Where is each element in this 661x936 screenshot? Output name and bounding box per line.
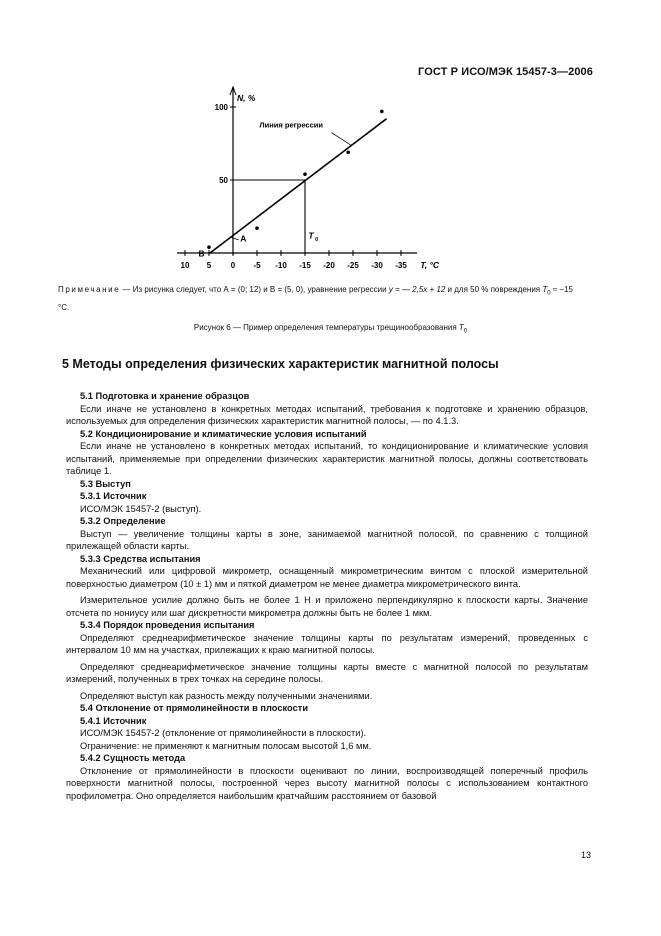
x-tick-label: -25 bbox=[347, 261, 359, 270]
note-prefix: Примечание bbox=[58, 285, 121, 294]
subsection-heading: 5.2 Кондиционирование и климатические условия испытаний bbox=[80, 428, 367, 439]
figure-note bbox=[58, 283, 586, 315]
subsection-heading: 5.3.1 Источник bbox=[80, 491, 147, 501]
note-text-1: — Из рисунка следует, что А = (0; 12) и В = (5, 0), уравнение регрессии bbox=[120, 285, 389, 294]
caption-t0-sub: 0 bbox=[463, 328, 468, 335]
x-tick-label: -15 bbox=[299, 261, 311, 270]
document-header: ГОСТ Р ИСО/МЭК 15457-3—2006 bbox=[418, 66, 593, 78]
note-t0-sub: 0 bbox=[547, 290, 551, 297]
y-tick-label: 100 bbox=[214, 103, 228, 112]
paragraph: Механический или цифровой микрометр, оснащенный микрометрическим винтом с плоской измерительной поверхностью диаметром (10 ± 1) мм и пяткой диаметром не менее диаметра микрометрического винта. bbox=[66, 566, 588, 589]
subsection-heading: 5.1 Подготовка и хранение образцов bbox=[80, 391, 250, 401]
paragraph: Определяют среднеарифметическое значение толщины карты вместе с магнитной полосой по результатам измерений, полученных в трех точках на середине полосы. bbox=[66, 661, 588, 684]
paragraph: Отклонение от прямолинейности в плоскости оценивают по линии, воспроизводящей поперечный профиль поверхности магнитной полосы, построенной через высоту магнитной полосы с использованием контактного профилометра. Оно определяется наибольшим кратчайшим расстоянием от базовой bbox=[66, 765, 588, 801]
paragraph: ИСО/МЭК 15457-2 (отклонение от прямолинейности в плоскости). bbox=[80, 728, 367, 738]
data-point bbox=[380, 110, 384, 114]
caption-t0-symbol: T bbox=[458, 323, 464, 332]
note-text-2: и для 50 % повреждения bbox=[445, 285, 543, 294]
paragraph: ИСО/МЭК 15457-2 (выступ). bbox=[80, 503, 202, 514]
chart bbox=[0, 0, 661, 290]
x-tick-label: -5 bbox=[253, 261, 261, 270]
x-tick-label: -20 bbox=[323, 261, 335, 270]
data-point bbox=[207, 245, 211, 249]
y-axis-label: N, % bbox=[237, 93, 256, 103]
subsection-heading: 5.3.2 Определение bbox=[80, 516, 166, 526]
subsection-heading: 5.4.1 Источник bbox=[80, 715, 147, 726]
subsection-heading: 5.4 Отклонение от прямолинейности в плоскости bbox=[80, 703, 309, 713]
x-tick-label: 10 bbox=[180, 261, 190, 270]
subsection-heading: 5.4.2 Сущность метода bbox=[80, 753, 186, 763]
paragraph: Измерительное усилие должно быть не более 1 Н и приложено перпендикулярно к плоскости карты. Значение отсчета по нониусу или шаг дискретности микрометра должны быть не более 1 мкм. bbox=[66, 595, 588, 618]
data-point bbox=[303, 172, 307, 176]
x-tick-label: 5 bbox=[206, 261, 212, 270]
data-point bbox=[346, 150, 350, 154]
subsection-heading: 5.3.3 Средства испытания bbox=[80, 553, 201, 564]
figure-caption bbox=[0, 323, 661, 335]
note-equation: y = — 2,5x + 12 bbox=[388, 285, 446, 294]
paragraph: Если иначе не установлено в конкретных методах испытаний, требования к подготовке и хранению образцов, используемых для определения физических характеристик магнитной полосы, — по 4.1.3. bbox=[66, 403, 588, 426]
paragraph: Ограничение: не применяют к магнитным полосам высотой 1,6 мм. bbox=[80, 740, 372, 751]
t0-subscript: 0 bbox=[315, 237, 319, 244]
x-tick-label: -35 bbox=[395, 261, 407, 270]
x-axis-label: T, °C bbox=[420, 260, 440, 270]
x-tick-label: -30 bbox=[371, 261, 383, 270]
subsection-heading: 5.3.4 Порядок проведения испытания bbox=[80, 620, 255, 630]
point-a-label: A bbox=[240, 233, 247, 244]
regression-line bbox=[209, 119, 387, 254]
regression-label-leader bbox=[331, 133, 350, 145]
paragraph: Выступ — увеличение толщины карты в зоне, занимаемой магнитной полосой, по сравнению с толщиной прилежащей области карты. bbox=[66, 528, 588, 551]
page-number: 13 bbox=[580, 850, 591, 860]
paragraph: Определяют среднеарифметическое значение толщины карты по результатам измерений, проведенных с интервалом 10 мм на участках, прилежащих к краю магнитной полосы. bbox=[66, 632, 588, 655]
caption-text: Рисунок 6 — Пример определения температуры трещинообразования bbox=[193, 323, 459, 332]
note-text-3: ≈ −15 °C. bbox=[58, 285, 573, 312]
paragraph: Определяют выступ как разность между полученными значениями. bbox=[80, 690, 373, 701]
note-t0-symbol: T bbox=[542, 285, 548, 294]
regression-label: Линия регрессии bbox=[259, 120, 323, 130]
section-content bbox=[66, 390, 588, 802]
point-b-label: B bbox=[198, 248, 205, 259]
paragraph: Если иначе не установлено в конкретных методах испытаний, то кондиционирование и климатические условия испытаний, применяемые при определении физических характеристик магнитной полосы, должны соответствовать таблице 1. bbox=[66, 441, 588, 476]
t0-label: T bbox=[308, 230, 314, 241]
x-tick-label: 0 bbox=[230, 261, 236, 270]
section-title: 5 Методы определения физических характеристик магнитной полосы bbox=[62, 357, 499, 371]
data-point bbox=[255, 226, 259, 230]
y-tick-label: 50 bbox=[219, 176, 228, 185]
subsection-heading: 5.3 Выступ bbox=[80, 478, 131, 489]
x-tick-label: -10 bbox=[275, 261, 287, 270]
